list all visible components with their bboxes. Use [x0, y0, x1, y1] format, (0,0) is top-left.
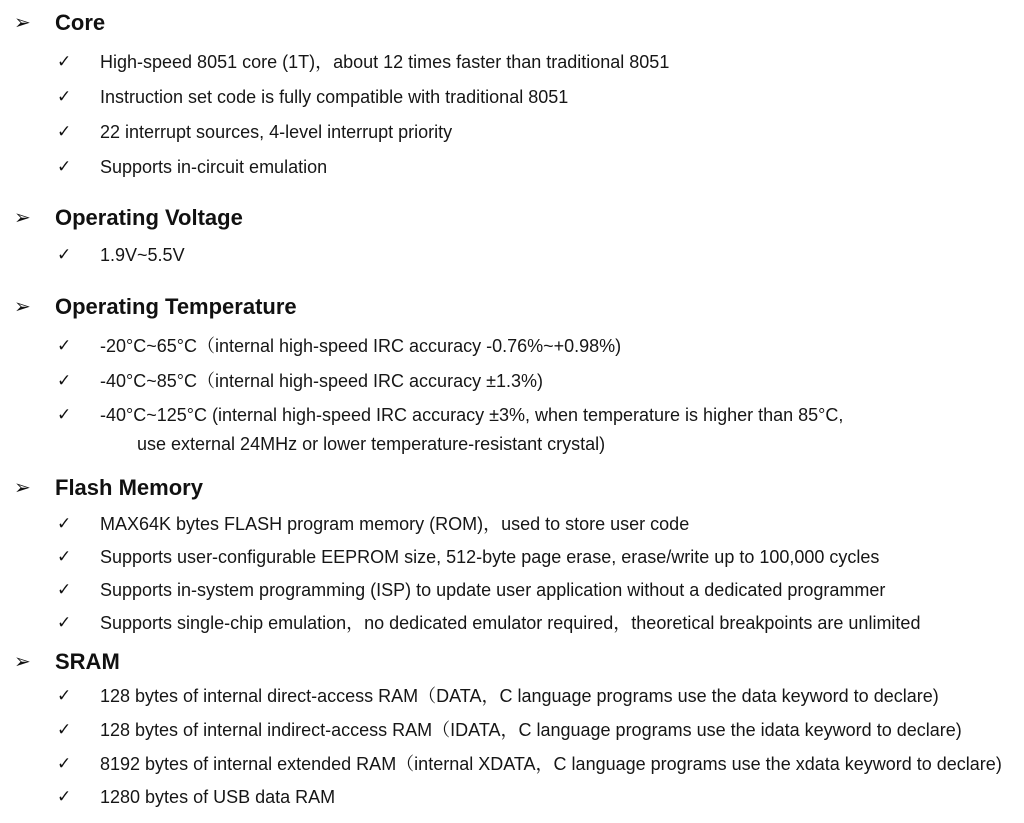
checkmark-icon: ✓ [57, 720, 72, 739]
checkmark-icon: ✓ [57, 245, 72, 264]
section-title: SRAM [55, 649, 120, 674]
list-item-text: Supports user-configurable EEPROM size, 512-byte page erase, erase/write up to 100,000 cycles [100, 547, 880, 567]
arrow-bullet-icon: ➢ [14, 12, 31, 34]
checkmark-icon: ✓ [57, 613, 72, 632]
list-item-text: -40°C~85°C（internal high-speed IRC accuracy ±1.3%) [100, 371, 543, 391]
checkmark-icon: ✓ [57, 157, 72, 176]
checkmark-icon: ✓ [57, 405, 72, 424]
list-item-continuation: use external 24MHz or lower temperature-resistant crystal) [137, 434, 606, 454]
list-item-text: 8192 bytes of internal extended RAM（internal XDATA，C language programs use the xdata keyword to declare) [100, 754, 1002, 774]
list-item-text: -20°C~65°C（internal high-speed IRC accuracy -0.76%~+0.98%) [100, 336, 622, 356]
checkmark-icon: ✓ [57, 754, 72, 773]
list-item-text: 1.9V~5.5V [100, 245, 185, 265]
checkmark-icon: ✓ [57, 580, 72, 599]
list-item-text: Supports single-chip emulation，no dedicated emulator required，theoretical breakpoints are unlimited [100, 613, 921, 633]
arrow-bullet-icon: ➢ [14, 477, 31, 499]
section-title: Flash Memory [55, 475, 203, 500]
checkmark-icon: ✓ [57, 547, 72, 566]
list-item-text: High-speed 8051 core (1T)，about 12 times faster than traditional 8051 [100, 52, 670, 72]
list-item-text: 22 interrupt sources, 4-level interrupt priority [100, 122, 453, 142]
arrow-bullet-icon: ➢ [14, 296, 31, 318]
arrow-bullet-icon: ➢ [14, 207, 31, 229]
list-item-text: -40°C~125°C (internal high-speed IRC accuracy ±3%, when temperature is higher than 85°C, [100, 405, 844, 425]
checkmark-icon: ✓ [57, 514, 72, 533]
list-item-text: 128 bytes of internal direct-access RAM（DATA，C language programs use the data keyword to declare) [100, 686, 939, 706]
list-item-text: Supports in-system programming (ISP) to update user application without a dedicated programmer [100, 580, 886, 600]
section-title: Core [55, 10, 106, 35]
checkmark-icon: ✓ [57, 52, 72, 71]
checkmark-icon: ✓ [57, 787, 72, 806]
checkmark-icon: ✓ [57, 87, 72, 106]
checkmark-icon: ✓ [57, 122, 72, 141]
list-item-text: Supports in-circuit emulation [100, 157, 328, 177]
list-item-text: MAX64K bytes FLASH program memory (ROM)，used to store user code [100, 514, 690, 534]
section-title: Operating Temperature [55, 294, 297, 319]
checkmark-icon: ✓ [57, 371, 72, 390]
list-item-text: 1280 bytes of USB data RAM [100, 787, 336, 807]
section-title: Operating Voltage [55, 205, 243, 230]
checkmark-icon: ✓ [57, 686, 72, 705]
checkmark-icon: ✓ [57, 336, 72, 355]
list-item-text: 128 bytes of internal indirect-access RAM（IDATA，C language programs use the idata keyword to declare) [100, 720, 962, 740]
arrow-bullet-icon: ➢ [14, 651, 31, 673]
list-item-text: Instruction set code is fully compatible with traditional 8051 [100, 87, 569, 107]
